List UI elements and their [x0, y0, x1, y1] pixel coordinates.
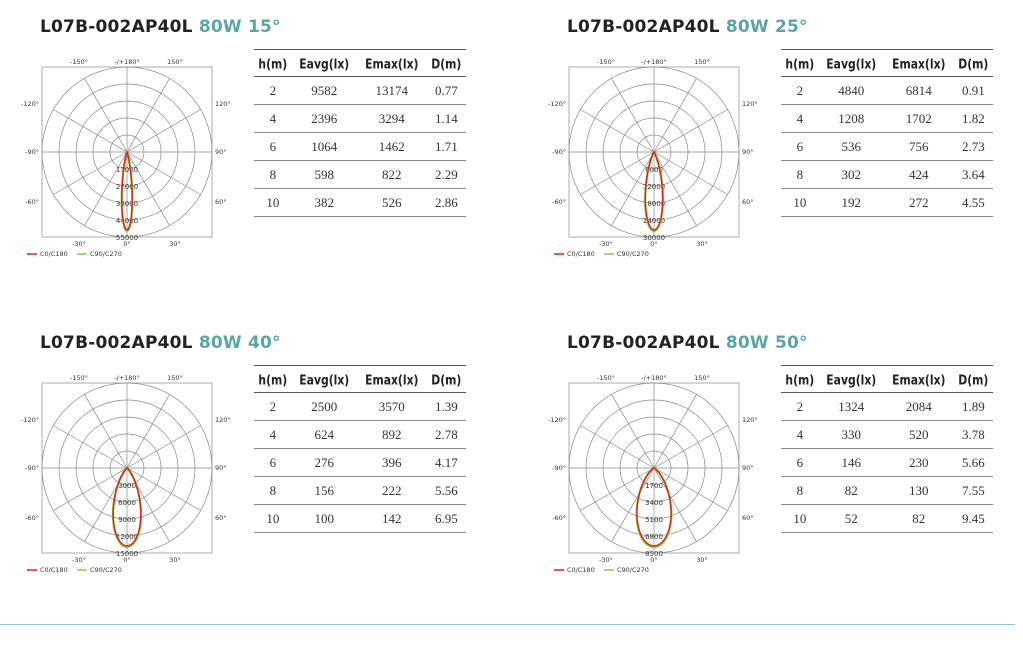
- table-row: [781, 161, 993, 189]
- radial-tick-label: 12000: [115, 533, 139, 541]
- table-cell: 1702: [884, 105, 954, 133]
- table-cell: 756: [884, 133, 954, 161]
- table-cell: 82: [884, 505, 954, 533]
- table-cell: 396: [357, 449, 427, 477]
- table-header-row: [781, 366, 993, 393]
- panel-title: [567, 17, 808, 37]
- table-cell: 598: [292, 161, 357, 189]
- table-cell: 6: [781, 133, 819, 161]
- table-cell: 8: [254, 161, 292, 189]
- radial-tick-label: 15000: [115, 550, 139, 558]
- panel-title: [40, 17, 281, 37]
- polar-grid-spoke: [654, 394, 697, 468]
- polar-grid-spoke: [580, 110, 654, 153]
- table-cell: 624: [292, 421, 357, 449]
- angle-label-lower-right: 60°: [215, 514, 227, 522]
- angle-label-upper-right: 120°: [215, 416, 231, 424]
- legend-label: C0/C180: [40, 566, 68, 574]
- legend-label: C90/C270: [617, 566, 649, 574]
- table-header-cell: h(m): [781, 364, 819, 394]
- table-cell: 330: [819, 421, 884, 449]
- table-cell: 10: [781, 505, 819, 533]
- angle-label-top-right: 150°: [694, 58, 710, 66]
- angle-label-bottom: 0°: [123, 240, 131, 248]
- table-header-cell: h(m): [781, 48, 819, 78]
- radial-tick-label: 9000: [118, 516, 136, 524]
- table-cell: 4.17: [427, 449, 466, 477]
- table-row: [781, 77, 993, 105]
- table-cell: 3.64: [954, 161, 993, 189]
- angle-label-upper-left: -120°: [547, 416, 566, 424]
- photometric-panel: [547, 17, 1023, 258]
- table-header-cell: Eavg(lx): [819, 48, 884, 78]
- panel-title: [40, 333, 281, 353]
- illuminance-table: [254, 49, 466, 217]
- table-header-cell: Emax(lx): [357, 48, 427, 78]
- radial-tick-label: 3400: [645, 499, 663, 507]
- table-cell: 2.29: [427, 161, 466, 189]
- table-cell: 526: [357, 189, 427, 217]
- bottom-divider: [0, 624, 1015, 625]
- angle-label-lower-left: -60°: [552, 514, 566, 522]
- angle-label-upper-right: 120°: [215, 100, 231, 108]
- legend-label: C0/C180: [567, 566, 595, 574]
- table-cell: 1.39: [427, 393, 466, 421]
- model-name: L07B-002AP40L: [40, 17, 193, 37]
- table-cell: 8: [254, 477, 292, 505]
- radial-tick-label: 1700: [645, 482, 663, 490]
- polar-grid-spoke: [612, 78, 655, 152]
- table-cell: 1462: [357, 133, 427, 161]
- angle-label-upper-right: 120°: [742, 416, 758, 424]
- angle-label-lower-left: -60°: [25, 514, 39, 522]
- angle-label-top-right: 150°: [694, 374, 710, 382]
- table-cell: 2.78: [427, 421, 466, 449]
- angle-label-mid-right: 90°: [215, 148, 227, 156]
- radial-tick-label: 6000: [118, 499, 136, 507]
- table-cell: 6: [781, 449, 819, 477]
- radial-tick-label: 18000: [642, 200, 666, 208]
- table-row: [254, 449, 466, 477]
- angle-label-top-left: -150°: [69, 374, 89, 382]
- table-cell: 1208: [819, 105, 884, 133]
- table-header-cell: h(m): [254, 364, 292, 394]
- table-row: [254, 421, 466, 449]
- polar-grid-spoke: [654, 426, 728, 469]
- radial-tick-label: 24000: [642, 217, 666, 225]
- table-cell: 4.55: [954, 189, 993, 217]
- table-cell: 276: [292, 449, 357, 477]
- table-cell: 2: [781, 393, 819, 421]
- legend-label: C90/C270: [617, 250, 649, 258]
- angle-label-top: -/+180°: [114, 374, 140, 382]
- table-row: [781, 105, 993, 133]
- table-cell: 2.73: [954, 133, 993, 161]
- polar-grid-spoke: [53, 426, 127, 469]
- table-cell: 13174: [357, 77, 427, 105]
- table-header-row: [254, 50, 466, 77]
- polar-grid-spoke: [127, 78, 170, 152]
- polar-grid-spoke: [580, 468, 654, 511]
- table-header-cell: Eavg(lx): [819, 364, 884, 394]
- angle-label-upper-left: -120°: [547, 100, 566, 108]
- table-cell: 7.55: [954, 477, 993, 505]
- table-cell: 536: [819, 133, 884, 161]
- angle-label-mid-right: 90°: [742, 148, 754, 156]
- photometric-panel: [20, 17, 510, 258]
- radial-tick-label: 8500: [645, 550, 663, 558]
- power-beam-spec: 80W 50°: [725, 333, 808, 353]
- polar-grid-spoke: [85, 394, 128, 468]
- angle-label-mid-left: -90°: [25, 464, 39, 472]
- table-cell: 1.14: [427, 105, 466, 133]
- polar-grid-spoke: [654, 78, 697, 152]
- photometric-panel: [20, 333, 510, 574]
- angle-label-upper-left: -120°: [20, 100, 39, 108]
- table-cell: 2: [781, 77, 819, 105]
- polar-grid-spoke: [580, 426, 654, 469]
- table-cell: 1.89: [954, 393, 993, 421]
- table-header-cell: D(m): [427, 364, 466, 394]
- angle-label-top: -/+180°: [641, 374, 667, 382]
- table-cell: 82: [819, 477, 884, 505]
- table-cell: 0.77: [427, 77, 466, 105]
- power-beam-spec: 80W 15°: [198, 17, 281, 37]
- angle-label-bottom: 0°: [123, 556, 131, 564]
- legend-label: C90/C270: [90, 566, 122, 574]
- table-cell: 156: [292, 477, 357, 505]
- table-cell: 146: [819, 449, 884, 477]
- table-cell: 302: [819, 161, 884, 189]
- angle-label-lower-right: 60°: [215, 198, 227, 206]
- panel-title: [567, 333, 808, 353]
- polar-grid-spoke: [127, 110, 201, 153]
- model-name: L07B-002AP40L: [567, 17, 720, 37]
- polar-intensity-chart: [20, 35, 280, 260]
- table-cell: 822: [357, 161, 427, 189]
- radial-tick-label: 38000: [115, 200, 139, 208]
- polar-grid-spoke: [654, 468, 728, 511]
- table-cell: 1324: [819, 393, 884, 421]
- radial-tick-label: 5100: [645, 516, 663, 524]
- polar-intensity-chart: [547, 35, 807, 260]
- table-cell: 2: [254, 77, 292, 105]
- table-cell: 424: [884, 161, 954, 189]
- legend-label: C0/C180: [567, 250, 595, 258]
- polar-grid-spoke: [654, 110, 728, 153]
- photometric-panel: [547, 333, 1023, 574]
- angle-label-lower-left: -60°: [25, 198, 39, 206]
- table-header-cell: D(m): [954, 48, 993, 78]
- polar-grid-spoke: [53, 110, 127, 153]
- angle-label-bottom-left: -30°: [72, 556, 86, 564]
- angle-label-top: -/+180°: [641, 58, 667, 66]
- table-cell: 2500: [292, 393, 357, 421]
- radial-tick-label: 55000: [115, 234, 139, 242]
- radial-tick-label: 27000: [115, 183, 139, 191]
- power-beam-spec: 80W 40°: [198, 333, 281, 353]
- table-cell: 5.56: [427, 477, 466, 505]
- table-cell: 2084: [884, 393, 954, 421]
- table-cell: 1.71: [427, 133, 466, 161]
- table-cell: 6: [254, 133, 292, 161]
- table-cell: 222: [357, 477, 427, 505]
- table-cell: 4: [781, 421, 819, 449]
- table-cell: 100: [292, 505, 357, 533]
- table-cell: 382: [292, 189, 357, 217]
- angle-label-lower-right: 60°: [742, 198, 754, 206]
- table-cell: 9.45: [954, 505, 993, 533]
- table-header-cell: D(m): [954, 364, 993, 394]
- table-cell: 4: [254, 421, 292, 449]
- table-cell: 520: [884, 421, 954, 449]
- angle-label-bottom-right: 30°: [696, 556, 708, 564]
- table-row: [781, 421, 993, 449]
- table-row: [254, 189, 466, 217]
- table-cell: 192: [819, 189, 884, 217]
- illuminance-table: [781, 365, 993, 533]
- table-header-cell: Emax(lx): [884, 364, 954, 394]
- table-cell: 9582: [292, 77, 357, 105]
- polar-grid-spoke: [612, 394, 655, 468]
- table-cell: 142: [357, 505, 427, 533]
- angle-label-mid-right: 90°: [215, 464, 227, 472]
- table-cell: 1.82: [954, 105, 993, 133]
- angle-label-bottom: 0°: [650, 556, 658, 564]
- table-cell: 6: [254, 449, 292, 477]
- table-header-cell: Eavg(lx): [292, 48, 357, 78]
- table-cell: 1064: [292, 133, 357, 161]
- legend-label: C90/C270: [90, 250, 122, 258]
- model-name: L07B-002AP40L: [40, 333, 193, 353]
- table-cell: 2.86: [427, 189, 466, 217]
- table-cell: 10: [254, 505, 292, 533]
- polar-grid-spoke: [127, 394, 170, 468]
- table-cell: 2: [254, 393, 292, 421]
- table-cell: 5.66: [954, 449, 993, 477]
- table-row: [781, 477, 993, 505]
- angle-label-mid-right: 90°: [742, 464, 754, 472]
- angle-label-lower-right: 60°: [742, 514, 754, 522]
- table-cell: 4840: [819, 77, 884, 105]
- table-row: [781, 449, 993, 477]
- angle-label-mid-left: -90°: [552, 464, 566, 472]
- angle-label-bottom-left: -30°: [599, 556, 613, 564]
- angle-label-top-left: -150°: [596, 374, 616, 382]
- angle-label-bottom-left: -30°: [72, 240, 86, 248]
- radial-tick-label: 12000: [642, 183, 666, 191]
- angle-label-top-left: -150°: [596, 58, 616, 66]
- polar-grid-spoke: [85, 78, 128, 152]
- polar-grid-spoke: [127, 426, 201, 469]
- table-header-row: [781, 50, 993, 77]
- table-row: [254, 505, 466, 533]
- radial-tick-label: 11000: [115, 166, 139, 174]
- table-cell: 4: [781, 105, 819, 133]
- table-cell: 272: [884, 189, 954, 217]
- table-cell: 52: [819, 505, 884, 533]
- illuminance-table: [781, 49, 993, 217]
- illuminance-table: [254, 365, 466, 533]
- angle-label-top-left: -150°: [69, 58, 89, 66]
- polar-intensity-chart: [547, 351, 807, 576]
- legend-label: C0/C180: [40, 250, 68, 258]
- angle-label-upper-right: 120°: [742, 100, 758, 108]
- table-cell: 6814: [884, 77, 954, 105]
- power-beam-spec: 80W 25°: [725, 17, 808, 37]
- table-cell: 10: [781, 189, 819, 217]
- table-row: [254, 161, 466, 189]
- angle-label-top: -/+180°: [114, 58, 140, 66]
- table-header-cell: Emax(lx): [357, 364, 427, 394]
- angle-label-bottom: 0°: [650, 240, 658, 248]
- radial-tick-label: 30000: [642, 234, 666, 242]
- table-header-cell: Emax(lx): [884, 48, 954, 78]
- radial-tick-label: 6000: [645, 166, 663, 174]
- table-cell: 892: [357, 421, 427, 449]
- table-row: [254, 477, 466, 505]
- angle-label-top-right: 150°: [167, 58, 183, 66]
- table-row: [781, 189, 993, 217]
- model-name: L07B-002AP40L: [567, 333, 720, 353]
- angle-label-bottom-right: 30°: [169, 556, 181, 564]
- table-row: [781, 505, 993, 533]
- angle-label-bottom-right: 30°: [169, 240, 181, 248]
- table-row: [254, 105, 466, 133]
- table-cell: 130: [884, 477, 954, 505]
- table-row: [254, 77, 466, 105]
- angle-label-bottom-right: 30°: [696, 240, 708, 248]
- table-row: [254, 133, 466, 161]
- table-cell: 3.78: [954, 421, 993, 449]
- table-header-row: [254, 366, 466, 393]
- radial-tick-label: 6800: [645, 533, 663, 541]
- angle-label-bottom-left: -30°: [599, 240, 613, 248]
- table-row: [781, 393, 993, 421]
- radial-tick-label: 44000: [115, 217, 139, 225]
- table-cell: 230: [884, 449, 954, 477]
- table-cell: 8: [781, 477, 819, 505]
- angle-label-mid-left: -90°: [25, 148, 39, 156]
- table-cell: 0.91: [954, 77, 993, 105]
- table-row: [781, 133, 993, 161]
- table-header-cell: h(m): [254, 48, 292, 78]
- table-cell: 3294: [357, 105, 427, 133]
- table-header-cell: D(m): [427, 48, 466, 78]
- table-cell: 6.95: [427, 505, 466, 533]
- table-cell: 4: [254, 105, 292, 133]
- angle-label-lower-left: -60°: [552, 198, 566, 206]
- table-cell: 3570: [357, 393, 427, 421]
- table-row: [254, 393, 466, 421]
- angle-label-top-right: 150°: [167, 374, 183, 382]
- angle-label-upper-left: -120°: [20, 416, 39, 424]
- table-cell: 10: [254, 189, 292, 217]
- polar-intensity-chart: [20, 351, 280, 576]
- table-cell: 2396: [292, 105, 357, 133]
- table-cell: 8: [781, 161, 819, 189]
- angle-label-mid-left: -90°: [552, 148, 566, 156]
- table-header-cell: Eavg(lx): [292, 364, 357, 394]
- radial-tick-label: 3000: [118, 482, 136, 490]
